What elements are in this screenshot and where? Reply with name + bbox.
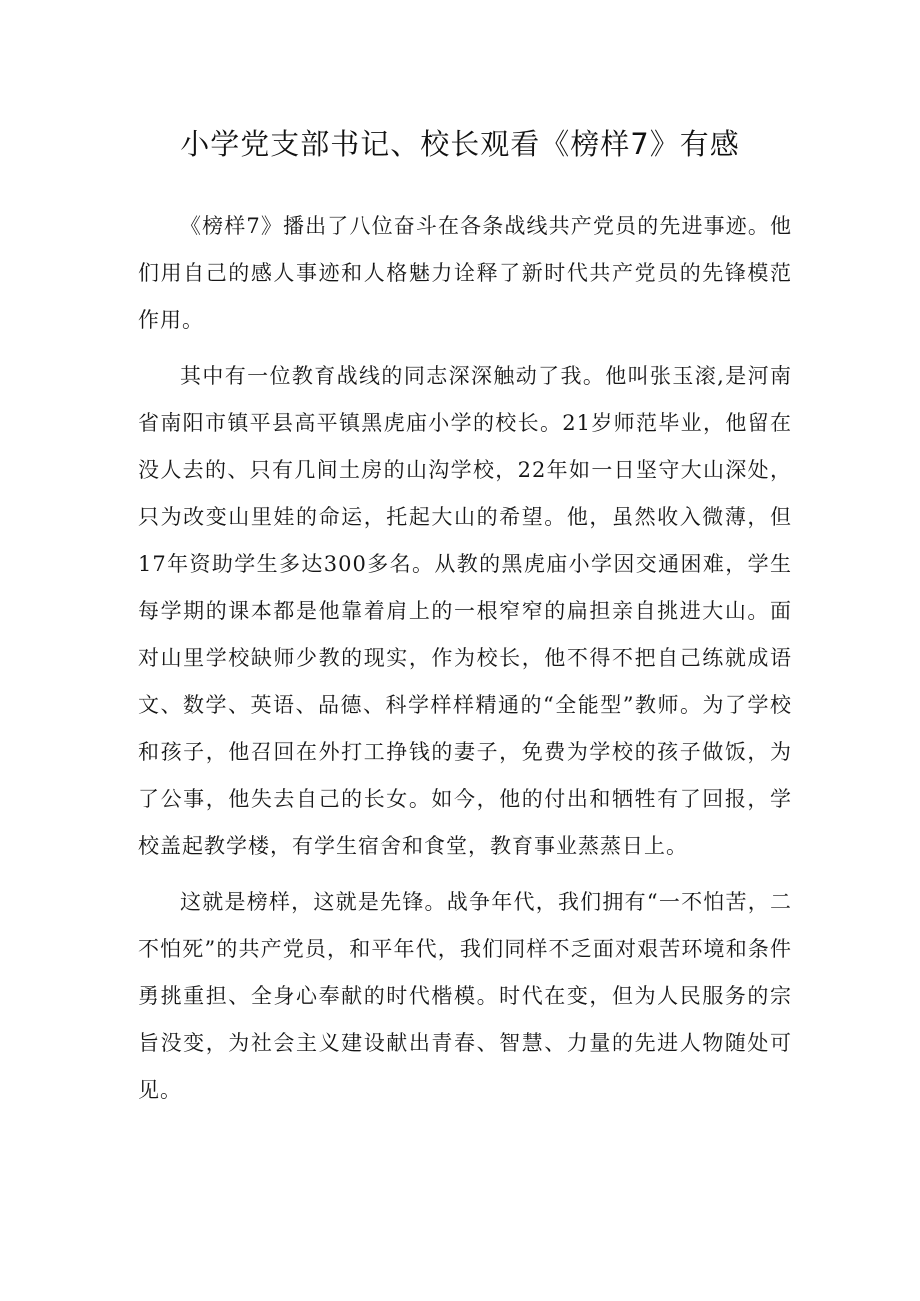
paragraph-3: 这就是榜样，这就是先锋。战争年代，我们拥有“一不怕苦，二不怕死”的共产党员，和平年代，我们同样不乏面对艰苦环境和条件勇挑重担、全身心奉献的时代楷模。时代在变，但为人民服务的宗旨没变，为社会主义建设献出青春、智慧、力量的先进人物随处可见。	[138, 890, 792, 1102]
paragraph-1: 《榜样7》播出了八位奋斗在各条战线共产党员的先进事迹。他们用自己的感人事迹和人格魅力诠释了新时代共产党员的先锋模范作用。	[138, 214, 792, 332]
document-title: 小学党支部书记、校长观看《榜样7》有感	[180, 127, 740, 161]
document-body	[138, 203, 792, 1123]
paragraph-2: 其中有一位教育战线的同志深深触动了我。他叫张玉滚,是河南省南阳市镇平县高平镇黑虎庙小学的校长。21岁师范毕业，他留在没人去的、只有几间土房的山沟学校，22年如一日坚守大山深处，只为改变山里娃的命运，托起大山的希望。他，虽然收入微薄，但17年资助学生多达300多名。从教的黑虎庙小学因交通困难，学生每学期的课本都是他靠着肩上的一根窄窄的扁担亲自挑进大山。面对山里学校缺师少教的现实，作为校长，他不得不把自己练就成语文、数学、英语、品德、科学样样精通的“全能型”教师。为了学校和孩子，他召回在外打工挣钱的妻子，免费为学校的孩子做饭，为了公事，他失去自己的长女。如今，他的付出和牺牲有了回报，学校盖起教学楼，有学生宿舍和食堂，教育事业蒸蒸日上。	[138, 364, 792, 858]
